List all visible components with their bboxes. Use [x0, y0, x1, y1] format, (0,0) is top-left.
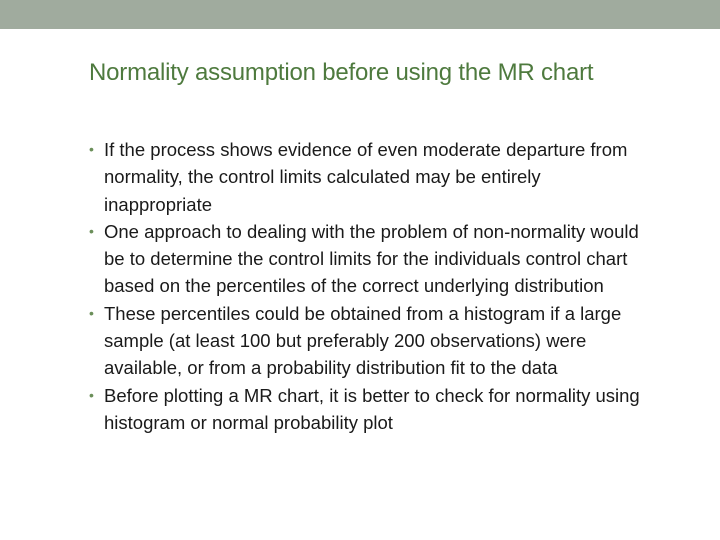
bullet-dot-icon: • — [89, 304, 94, 321]
bullet-item — [89, 382, 649, 437]
bullet-dot-icon: • — [89, 222, 94, 239]
bullet-text: One approach to dealing with the problem of non-normality would be to determine the control limits for the individuals control chart based on the percentiles of the correct underlying distribution — [104, 220, 639, 297]
bullet-item — [89, 218, 649, 300]
bullet-item — [89, 136, 649, 218]
bullet-dot-icon: • — [89, 386, 94, 403]
bullet-item — [89, 300, 649, 382]
bullet-dot-icon: • — [89, 141, 94, 157]
slide-title: Normality assumption before using the MR chart — [89, 59, 594, 86]
bullet-list — [89, 136, 649, 436]
bullet-text: If the process shows evidence of even moderate departure from normality, the control limits calculated may be entirely inappropriate — [104, 139, 628, 215]
bullet-text: Before plotting a MR chart, it is better to check for normality using histogram or normal probability plot — [104, 384, 640, 433]
top-decorative-band — [0, 0, 720, 29]
bullet-text: These percentiles could be obtained from a histogram if a large sample (at least 100 but preferably 200 observations) were available, or from a probability distribution fit to the data — [104, 302, 622, 379]
